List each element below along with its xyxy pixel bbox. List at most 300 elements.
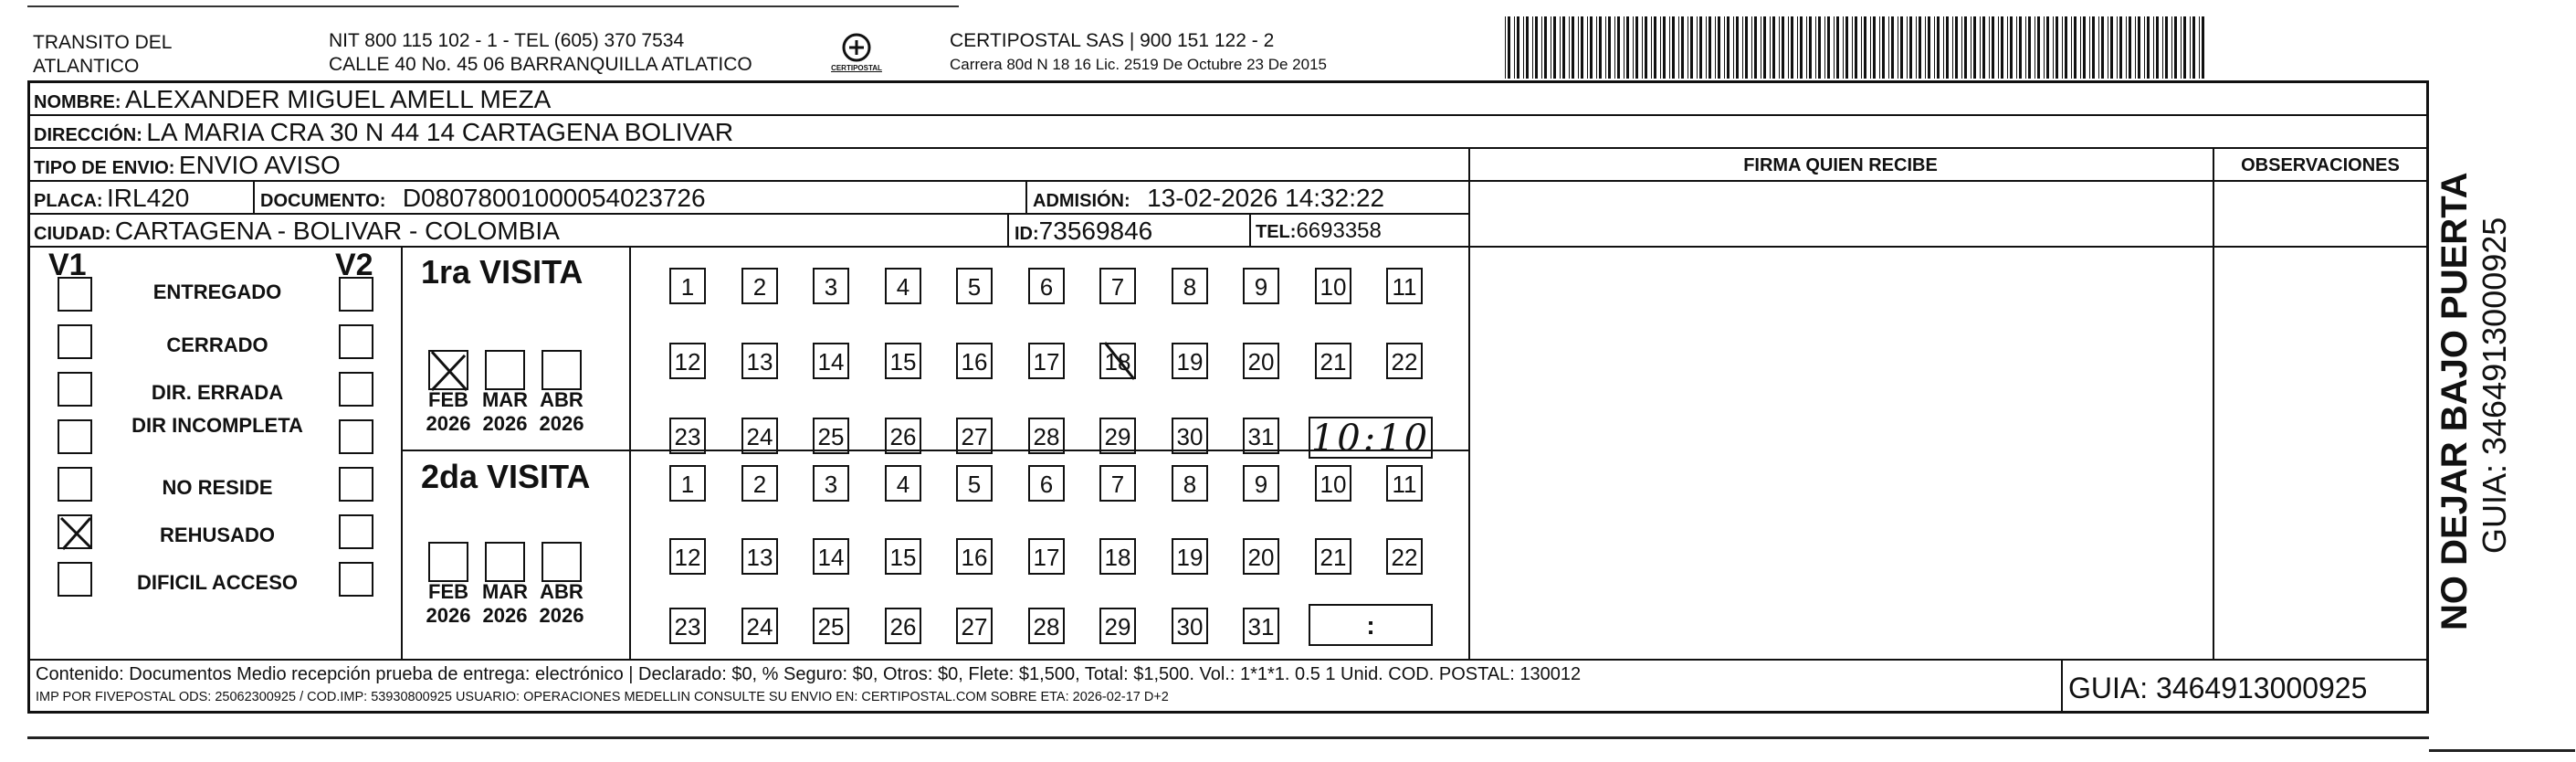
ciudad-field [34,217,560,250]
observaciones-header: OBSERVACIONES [2241,155,2400,175]
v2-checkbox[interactable] [339,467,373,502]
month-label: ABR [540,580,584,603]
v2-header: V2 [335,248,373,282]
barcode-bar [1809,16,1812,79]
tipo-envio-label: TIPO DE ENVIO: [34,158,175,178]
day-box[interactable]: 8 [1172,268,1208,304]
placa-label: PLACA: [34,191,103,211]
nombre-field [34,85,551,119]
barcode-bar [2010,16,2013,79]
logo-text: CERTIPOSTAL [831,64,882,72]
barcode-bar [1928,16,1930,79]
day-box[interactable]: 8 [1172,465,1208,502]
month-checkbox[interactable] [541,350,582,390]
barcode [1505,16,2208,79]
id-field [1015,217,1152,250]
day-box[interactable]: 3 [813,465,849,502]
day-box[interactable]: 23 [669,608,706,644]
barcode-bar [1635,16,1638,79]
status-reason-label: DIFICIL ACCESO [136,571,298,594]
tipo-envio-field [34,151,341,185]
barcode-bar [1535,16,1538,79]
status-reason-label: NO RESIDE [162,476,273,499]
barcode-bar [1608,16,1611,79]
day-box[interactable]: 19 [1172,343,1208,379]
barcode-bar [1587,16,1588,79]
barcode-bar [1578,16,1579,79]
status-reason-label: DIR. ERRADA [151,381,284,404]
barcode-bar [1815,16,1816,79]
barcode-bar [1870,16,1871,79]
delivery-form [27,80,2429,714]
barcode-bar [2019,16,2022,79]
day-box[interactable]: 10 [1315,465,1351,502]
barcode-bar [2129,16,2131,79]
barcode-bar [1882,16,1885,79]
barcode-bar [1952,16,1953,79]
barcode-bar [1916,16,1917,79]
admision-label: ADMISIÓN: [1033,191,1130,211]
barcode-bar [1581,16,1583,79]
barcode-bar [2053,16,2054,79]
v2-checkbox[interactable] [339,562,373,597]
barcode-bar [1572,16,1574,79]
agency-contact [329,29,752,77]
day-box[interactable]: 19 [1172,538,1208,575]
barcode-bar [1818,16,1821,79]
barcode-bar [1541,16,1542,79]
barcode-bar [2074,16,2077,79]
barcode-bar [1569,16,1570,79]
barcode-bar [1891,16,1894,79]
barcode-bar [1596,16,1597,79]
barcode-bar [1672,16,1675,79]
day-box[interactable]: 13 [741,343,778,379]
barcode-bar [2046,16,2049,79]
barcode-bar [2007,16,2008,79]
v1-checkbox[interactable] [58,562,92,597]
day-box[interactable]: 26 [885,608,921,644]
footer-guia: GUIA: 3464913000925 [2068,672,2368,704]
company-name: CERTIPOSTAL SAS | 900 151 122 - 2 [950,30,1275,51]
month-label: MAR [481,580,529,603]
barcode-bar [1879,16,1880,79]
barcode-bar [2156,16,2159,79]
barcode-bar [1626,16,1629,79]
barcode-bar [1982,16,1985,79]
barcode-bar [1797,16,1798,79]
day-box[interactable]: 21 [1315,538,1351,575]
v1-header: V1 [48,248,87,282]
barcode-bar [1508,16,1510,79]
day-box[interactable]: 28 [1028,418,1065,454]
direccion-field [34,118,733,152]
day-box[interactable]: 17 [1028,343,1065,379]
barcode-bar [1505,16,1506,79]
direccion-label: DIRECCIÓN: [34,125,142,145]
barcode-bar [1845,16,1848,79]
barcode-bar [1925,16,1926,79]
month-label: MAR [481,388,529,411]
barcode-bar [1772,16,1775,79]
v2-checkbox[interactable] [339,419,373,454]
barcode-bar [1779,16,1780,79]
day-box[interactable]: 6 [1028,268,1065,304]
barcode-bar [1934,16,1935,79]
barcode-bar [1526,16,1529,79]
barcode-bar [2165,16,2168,79]
day-box[interactable]: 31 [1243,608,1279,644]
documento-label: DOCUMENTO: [260,191,386,211]
status-reason-label: ENTREGADO [152,280,282,303]
barcode-bar [1514,16,1515,79]
day-box[interactable]: 28 [1028,608,1065,644]
barcode-bar [2190,16,2191,79]
day-box[interactable]: 7 [1099,268,1136,304]
barcode-bar [1553,16,1556,79]
day-box[interactable]: 3 [813,268,849,304]
ciudad-label: CIUDAD: [34,224,111,244]
day-box[interactable]: 18 [1099,343,1136,379]
barcode-bar [1532,16,1533,79]
day-box[interactable]: 11 [1386,465,1423,502]
day-box[interactable]: 31 [1243,418,1279,454]
ciudad-value: CARTAGENA - BOLIVAR - COLOMBIA [114,217,560,245]
barcode-bar [1852,16,1853,79]
visit2-time-box[interactable] [1309,604,1433,646]
day-box[interactable]: 10 [1315,268,1351,304]
day-box[interactable]: 24 [741,418,778,454]
barcode-bar [1806,16,1807,79]
id-label: ID: [1015,224,1039,244]
v1-checkbox[interactable] [58,514,92,549]
barcode-bar [1617,16,1620,79]
barcode-bar [1669,16,1670,79]
day-box[interactable]: 7 [1099,465,1136,502]
barcode-bar [2174,16,2177,79]
barcode-bar [2037,16,2040,79]
day-box[interactable]: 29 [1099,608,1136,644]
barcode-bar [1523,16,1524,79]
day-box[interactable]: 24 [741,608,778,644]
status-reason-label: REHUSADO [160,524,275,546]
day-box[interactable]: 5 [956,465,993,502]
barcode-bar [2098,16,2099,79]
barcode-bar [1699,16,1702,79]
month-checkbox[interactable] [485,542,525,582]
barcode-bar [2025,16,2026,79]
day-box[interactable]: 25 [813,418,849,454]
nombre-label: NOMBRE: [34,92,121,112]
barcode-bar [1681,16,1684,79]
barcode-bar [1605,16,1606,79]
footer-contenido: Contenido: Documentos Medio recepción prueba de entrega: electrónico | Declarado: $0, % Seguro: $0, Otros: $0, Flete: $1,500, Total: $1,500. Vol.: 1*1*1. 0.5 1 Unid. COD. POSTAL: 130012 [36,664,1582,684]
barcode-bar [1955,16,1958,79]
barcode-bar [1937,16,1940,79]
barcode-bar [1745,16,1748,79]
barcode-bar [1782,16,1784,79]
no-dejar-bajo-puerta: NO DEJAR BAJO PUERTA [2434,172,2475,630]
barcode-bar [1718,16,1720,79]
status-reason-label: DIR INCOMPLETA [131,414,303,437]
bottom-rule-right [2429,749,2575,752]
barcode-bar [1836,16,1839,79]
barcode-bar [1690,16,1693,79]
day-box[interactable]: 23 [669,418,706,454]
v1-checkbox[interactable] [58,324,92,359]
barcode-bar [1645,16,1647,79]
month-checkbox[interactable] [485,350,525,390]
year-label: 2026 [482,412,528,435]
day-box[interactable]: 2 [741,268,778,304]
barcode-bar [1973,16,1976,79]
barcode-bar [1678,16,1679,79]
company-info [950,29,1327,77]
barcode-bar [1907,16,1908,79]
transit-line1: TRANSITO DEL [33,32,173,53]
barcode-bar [1998,16,1999,79]
month-label: ABR [540,388,584,411]
barcode-bar [2092,16,2095,79]
id-value: 73569846 [1038,217,1153,245]
visit1-time-box[interactable] [1309,417,1433,459]
company-license: Carrera 80d N 18 16 Lic. 2519 De Octubre 23 De 2015 [950,56,1327,73]
barcode-bar [1736,16,1739,79]
barcode-bar [1733,16,1734,79]
visit1-time: 10:10 [1310,418,1431,460]
month-checkbox[interactable] [541,542,582,582]
barcode-bar [1763,16,1766,79]
barcode-bar [2080,16,2081,79]
placa-value: IRL420 [107,184,190,212]
tipo-envio-value: ENVIO AVISO [178,151,341,179]
barcode-bar [1614,16,1615,79]
barcode-bar [1888,16,1889,79]
admision-value: 13-02-2026 14:32:22 [1147,184,1385,212]
barcode-bar [1751,16,1752,79]
barcode-bar [1706,16,1707,79]
footer-imp: IMP POR FIVEPOSTAL ODS: 25062300925 / COD.IMP: 53930800925 USUARIO: OPERACIONES MEDELLIN CONSULTE SU ENVIO EN: CERTIPOSTAL.COM SOBRE ETA: 2026-02-17 D+2 [36,690,1169,704]
transit-agency [33,31,172,79]
day-box[interactable]: 17 [1028,538,1065,575]
barcode-bar [1980,16,1981,79]
day-box[interactable]: 25 [813,608,849,644]
day-box[interactable]: 9 [1243,268,1279,304]
day-box[interactable]: 18 [1099,538,1136,575]
barcode-bar [1943,16,1944,79]
barcode-bar [2183,16,2186,79]
barcode-bar [1861,16,1862,79]
day-box[interactable]: 12 [669,538,706,575]
day-box[interactable]: 13 [741,538,778,575]
barcode-bar [2016,16,2017,79]
day-box[interactable]: 11 [1386,268,1423,304]
barcode-bar [1843,16,1844,79]
barcode-bar [2153,16,2154,79]
day-box[interactable]: 14 [813,538,849,575]
bottom-rule [27,736,2429,739]
day-box[interactable]: 15 [885,538,921,575]
day-box[interactable]: 26 [885,418,921,454]
barcode-bar [1654,16,1656,79]
barcode-bar [1989,16,1990,79]
barcode-bar [1724,16,1725,79]
day-box[interactable]: 4 [885,268,921,304]
month-label: FEB [428,580,468,603]
day-box[interactable]: 20 [1243,538,1279,575]
day-box[interactable]: 30 [1172,608,1208,644]
day-box[interactable]: 30 [1172,418,1208,454]
day-box[interactable]: 14 [813,343,849,379]
v1-checkbox[interactable] [58,467,92,502]
tel-label: TEL: [1256,222,1297,242]
barcode-bar [2001,16,2003,79]
barcode-bar [2162,16,2163,79]
barcode-bar [1770,16,1771,79]
barcode-bar [1715,16,1716,79]
month-checkbox[interactable] [428,350,468,390]
day-box[interactable]: 1 [669,268,706,304]
barcode-bar [1946,16,1949,79]
placa-field [34,184,189,217]
barcode-bar [1517,16,1519,79]
v1-checkbox[interactable] [58,419,92,454]
barcode-bar [2192,16,2195,79]
check-mark-icon [426,346,472,394]
visit2-title: 2da VISITA [421,458,591,495]
v2-checkbox[interactable] [339,324,373,359]
barcode-bar [2199,16,2200,79]
transit-line2: ATLANTICO [33,56,140,77]
certipostal-logo [833,29,880,77]
year-label: 2026 [426,604,471,627]
barcode-bar [1900,16,1903,79]
tel-field [1256,217,1382,249]
barcode-bar [2181,16,2182,79]
barcode-bar [1834,16,1835,79]
day-box[interactable]: 20 [1243,343,1279,379]
day-box[interactable]: 4 [885,465,921,502]
barcode-bar [2117,16,2118,79]
check-mark-icon [56,511,98,553]
year-label: 2026 [482,604,528,627]
barcode-bar [1754,16,1757,79]
v2-checkbox[interactable] [339,277,373,312]
day-box[interactable]: 29 [1099,418,1136,454]
barcode-bar [1992,16,1994,79]
day-box[interactable]: 22 [1386,343,1423,379]
v1-checkbox[interactable] [58,372,92,407]
cross-mark-icon [1099,339,1140,387]
barcode-bar [1964,16,1967,79]
barcode-bar [1663,16,1666,79]
barcode-bar [1560,16,1561,79]
barcode-bar [1660,16,1661,79]
barcode-bar [2126,16,2127,79]
barcode-bar [2083,16,2086,79]
barcode-bar [2028,16,2031,79]
barcode-bar [1864,16,1866,79]
day-box[interactable]: 21 [1315,343,1351,379]
barcode-bar [2071,16,2072,79]
month-label: FEB [428,388,468,411]
v1-checkbox[interactable] [58,277,92,312]
v2-checkbox[interactable] [339,372,373,407]
status-reason-label: CERRADO [166,333,268,356]
day-box[interactable]: 22 [1386,538,1423,575]
barcode-bar [2056,16,2058,79]
barcode-bar [2089,16,2090,79]
month-checkbox[interactable] [428,542,468,582]
barcode-bar [1791,16,1793,79]
day-box[interactable]: 27 [956,608,993,644]
barcode-bar [1824,16,1825,79]
year-label: 2026 [539,604,584,627]
barcode-bar [1727,16,1730,79]
admision-field [1033,184,1384,217]
day-box[interactable]: 12 [669,343,706,379]
barcode-bar [2044,16,2045,79]
barcode-bar [1827,16,1830,79]
agency-nit: NIT 800 115 102 - 1 - TEL (605) 370 7534 [329,30,685,51]
barcode-bar [1651,16,1652,79]
visit1-title: 1ra VISITA [421,253,584,291]
barcode-bar [2138,16,2140,79]
barcode-bar [2101,16,2104,79]
barcode-bar [2062,16,2063,79]
day-box[interactable]: 15 [885,343,921,379]
barcode-bar [1633,16,1634,79]
barcode-bar [1800,16,1803,79]
barcode-bar [1961,16,1962,79]
barcode-bar [2147,16,2150,79]
day-box[interactable]: 2 [741,465,778,502]
barcode-bar [1642,16,1643,79]
firma-header: FIRMA QUIEN RECIBE [1743,155,1938,175]
barcode-bar [2065,16,2067,79]
barcode-bar [2110,16,2113,79]
barcode-bar [1742,16,1743,79]
day-box[interactable]: 6 [1028,465,1065,502]
documento-field [260,184,706,217]
tel-value: 6693358 [1296,218,1382,243]
barcode-bar [1919,16,1921,79]
day-box[interactable]: 27 [956,418,993,454]
barcode-bar [1697,16,1698,79]
barcode-bar [1788,16,1789,79]
day-box[interactable]: 16 [956,538,993,575]
barcode-bar [1590,16,1593,79]
barcode-bar [2171,16,2172,79]
barcode-bar [2119,16,2122,79]
agency-address: CALLE 40 No. 45 06 BARRANQUILLA ATLATICO [329,54,752,75]
barcode-bar [1599,16,1602,79]
visit2-time: : [1366,611,1375,640]
day-box[interactable]: 16 [956,343,993,379]
direccion-value: LA MARIA CRA 30 N 44 14 CARTAGENA BOLIVAR [146,118,734,146]
barcode-bar [1562,16,1565,79]
barcode-bar [2135,16,2136,79]
day-box[interactable]: 9 [1243,465,1279,502]
day-box[interactable]: 1 [669,465,706,502]
documento-value: D08078001000054023726 [402,184,706,212]
barcode-bar [1709,16,1711,79]
v2-checkbox[interactable] [339,514,373,549]
day-box[interactable]: 5 [956,268,993,304]
year-label: 2026 [426,412,471,435]
barcode-bar [1909,16,1912,79]
side-guia: GUIA: 3464913000925 [2476,217,2513,554]
